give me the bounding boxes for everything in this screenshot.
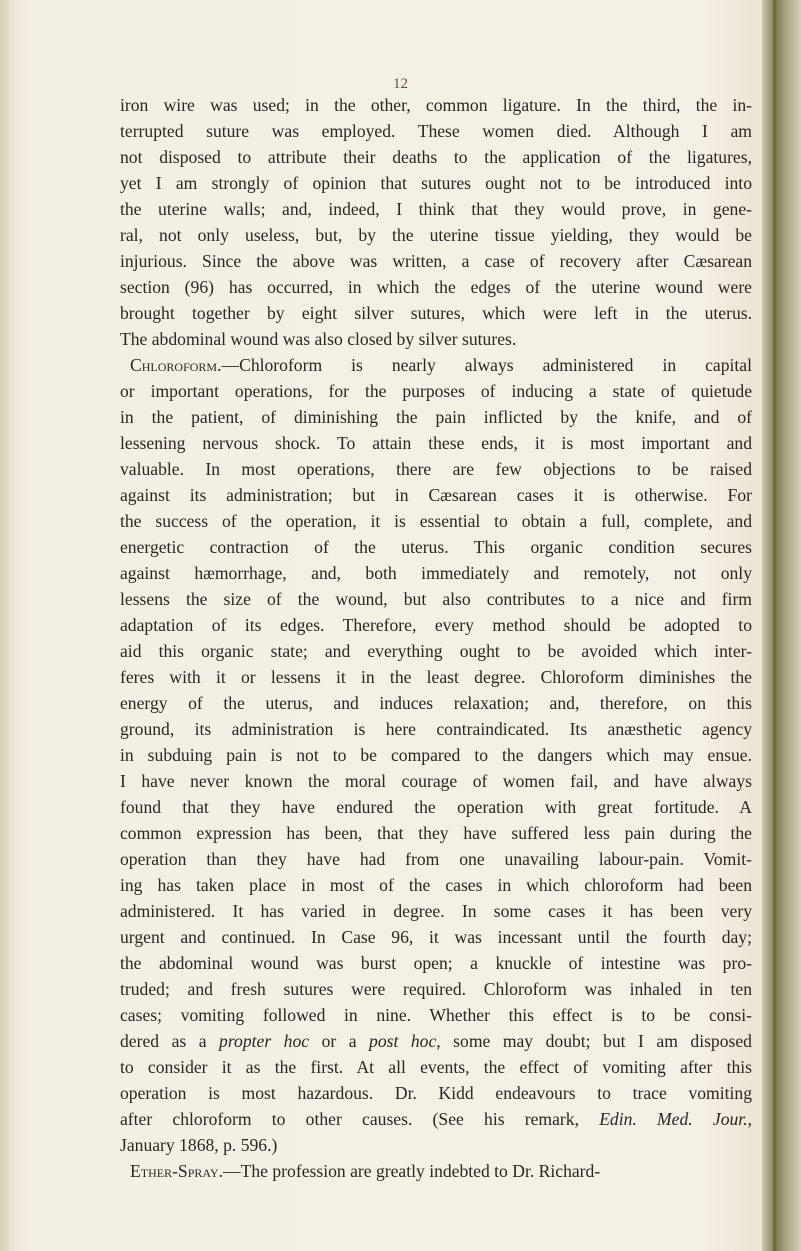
text-line bbox=[120, 118, 752, 144]
text-segment: the uterine walls; and, indeed, I think that they would prove, in gene- bbox=[120, 199, 752, 219]
text-line bbox=[120, 976, 752, 1002]
section-heading: Chloroform. bbox=[130, 355, 222, 375]
section-heading: Ether-Spray. bbox=[130, 1161, 224, 1181]
text-segment: —Chloroform is nearly always administered in capital bbox=[221, 355, 752, 375]
text-line bbox=[120, 1080, 752, 1106]
text-segment: in the patient, of diminishing the pain inflicted by the knife, and of bbox=[120, 407, 752, 427]
italic-text: post hoc bbox=[369, 1031, 437, 1051]
text-segment: iron wire was used; in the other, common ligature. In the third, the in- bbox=[120, 95, 752, 115]
text-line bbox=[120, 274, 752, 300]
text-line bbox=[120, 768, 752, 794]
text-line bbox=[120, 924, 752, 950]
text-line bbox=[120, 92, 752, 118]
text-segment: or important operations, for the purposes of inducing a state of quietude bbox=[120, 381, 752, 401]
text-segment: injurious. Since the above was written, a case of recovery after Cæsarean bbox=[120, 251, 752, 271]
text-line bbox=[120, 1106, 752, 1132]
text-segment: or a bbox=[309, 1031, 370, 1051]
body-text bbox=[120, 92, 752, 1184]
text-line bbox=[120, 898, 752, 924]
italic-text: propter hoc bbox=[219, 1031, 310, 1051]
text-line bbox=[120, 742, 752, 768]
text-segment: , some may doubt; but I am disposed bbox=[436, 1031, 752, 1051]
text-segment: I have never known the moral courage of women fail, and have always bbox=[120, 771, 752, 791]
text-segment: administered. It has varied in degree. In some cases it has been very bbox=[120, 901, 752, 921]
text-segment: valuable. In most operations, there are few objections to be raised bbox=[120, 459, 752, 479]
text-line bbox=[120, 1028, 752, 1054]
text-line bbox=[120, 404, 752, 430]
text-segment: brought together by eight silver sutures, which were left in the uterus. bbox=[120, 303, 752, 323]
text-line bbox=[120, 1132, 752, 1158]
text-segment: lessening nervous shock. To attain these ends, it is most important and bbox=[120, 433, 752, 453]
text-line bbox=[120, 534, 752, 560]
page-right-edge bbox=[762, 0, 801, 1251]
binding-line bbox=[773, 0, 776, 1251]
text-segment: dered as a bbox=[120, 1031, 220, 1051]
text-line bbox=[120, 456, 752, 482]
text-line bbox=[120, 820, 752, 846]
text-segment: —The profession are greatly indebted to Dr. Richard- bbox=[223, 1161, 601, 1181]
text-segment: not disposed to attribute their deaths to the application of the ligatures, bbox=[120, 147, 752, 167]
text-segment: in subduing pain is not to be compared to the dangers which may ensue. bbox=[120, 745, 752, 765]
text-line bbox=[120, 716, 752, 742]
text-line bbox=[120, 222, 752, 248]
text-line bbox=[120, 430, 752, 456]
text-segment: ground, its administration is here contraindicated. Its anæsthetic agency bbox=[120, 719, 752, 739]
text-segment: ral, not only useless, but, by the uterine tissue yielding, they would be bbox=[120, 225, 752, 245]
text-line bbox=[120, 950, 752, 976]
text-segment: yet I am strongly of opinion that sutures ought not to be introduced into bbox=[120, 173, 752, 193]
text-segment: adaptation of its edges. Therefore, every method should be adopted to bbox=[120, 615, 752, 635]
text-segment: feres with it or lessens it in the least degree. Chloroform diminishes the bbox=[120, 667, 752, 687]
text-segment: terrupted suture was employed. These women died. Although I am bbox=[120, 121, 752, 141]
text-line bbox=[120, 170, 752, 196]
text-line bbox=[120, 1054, 752, 1080]
italic-text: Edin. Med. Jour. bbox=[599, 1109, 748, 1129]
text-line bbox=[120, 248, 752, 274]
text-segment: after chloroform to other causes. (See his remark, bbox=[120, 1109, 600, 1129]
text-segment: cases; vomiting followed in nine. Whether this effect is to be consi- bbox=[120, 1005, 752, 1025]
text-line bbox=[120, 638, 752, 664]
text-line bbox=[120, 508, 752, 534]
text-line bbox=[120, 586, 752, 612]
text-segment: to consider it as the first. At all events, the effect of vomiting after this bbox=[120, 1057, 752, 1077]
text-segment: truded; and fresh sutures were required. Chloroform was inhaled in ten bbox=[120, 979, 752, 999]
text-segment: against hæmorrhage, and, both immediately and remotely, not only bbox=[120, 563, 752, 583]
text-segment: The abdominal wound was also closed by silver sutures. bbox=[120, 329, 517, 349]
text-line bbox=[120, 300, 752, 326]
text-segment: energy of the uterus, and induces relaxation; and, therefore, on this bbox=[120, 693, 752, 713]
text-segment: energetic contraction of the uterus. This organic condition secures bbox=[120, 537, 752, 557]
text-line bbox=[120, 794, 752, 820]
text-segment: the abdominal wound was burst open; a knuckle of intestine was pro- bbox=[120, 953, 752, 973]
text-line bbox=[120, 352, 752, 378]
text-segment: January 1868, p. 596.) bbox=[120, 1135, 278, 1155]
text-segment: operation is most hazardous. Dr. Kidd endeavours to trace vomiting bbox=[120, 1083, 752, 1103]
text-line bbox=[120, 196, 752, 222]
text-segment: , bbox=[747, 1109, 752, 1129]
text-segment: against its administration; but in Cæsarean cases it is otherwise. For bbox=[120, 485, 752, 505]
text-segment: found that they have endured the operation with great fortitude. A bbox=[120, 797, 752, 817]
text-segment: lessens the size of the wound, but also contributes to a nice and firm bbox=[120, 589, 752, 609]
text-segment: urgent and continued. In Case 96, it was incessant until the fourth day; bbox=[120, 927, 752, 947]
text-segment: common expression has been, that they have suffered less pain during the bbox=[120, 823, 752, 843]
text-line bbox=[120, 144, 752, 170]
text-segment: operation than they have had from one unavailing labour-pain. Vomit- bbox=[120, 849, 752, 869]
text-line bbox=[120, 560, 752, 586]
text-line bbox=[120, 872, 752, 898]
text-line bbox=[120, 378, 752, 404]
text-line bbox=[120, 664, 752, 690]
text-segment: the success of the operation, it is essential to obtain a full, complete, and bbox=[120, 511, 752, 531]
text-line bbox=[120, 690, 752, 716]
text-segment: ing has taken place in most of the cases in which chloroform had been bbox=[120, 875, 752, 895]
text-line bbox=[120, 846, 752, 872]
text-line bbox=[120, 326, 752, 352]
text-line bbox=[120, 1002, 752, 1028]
page-number: 12 bbox=[393, 76, 408, 92]
text-line bbox=[120, 612, 752, 638]
text-segment: section (96) has occurred, in which the edges of the uterine wound were bbox=[120, 277, 752, 297]
page-left-edge bbox=[0, 0, 14, 1251]
text-segment: aid this organic state; and everything ought to be avoided which inter- bbox=[120, 641, 752, 661]
text-line bbox=[120, 482, 752, 508]
text-line bbox=[120, 1158, 752, 1184]
